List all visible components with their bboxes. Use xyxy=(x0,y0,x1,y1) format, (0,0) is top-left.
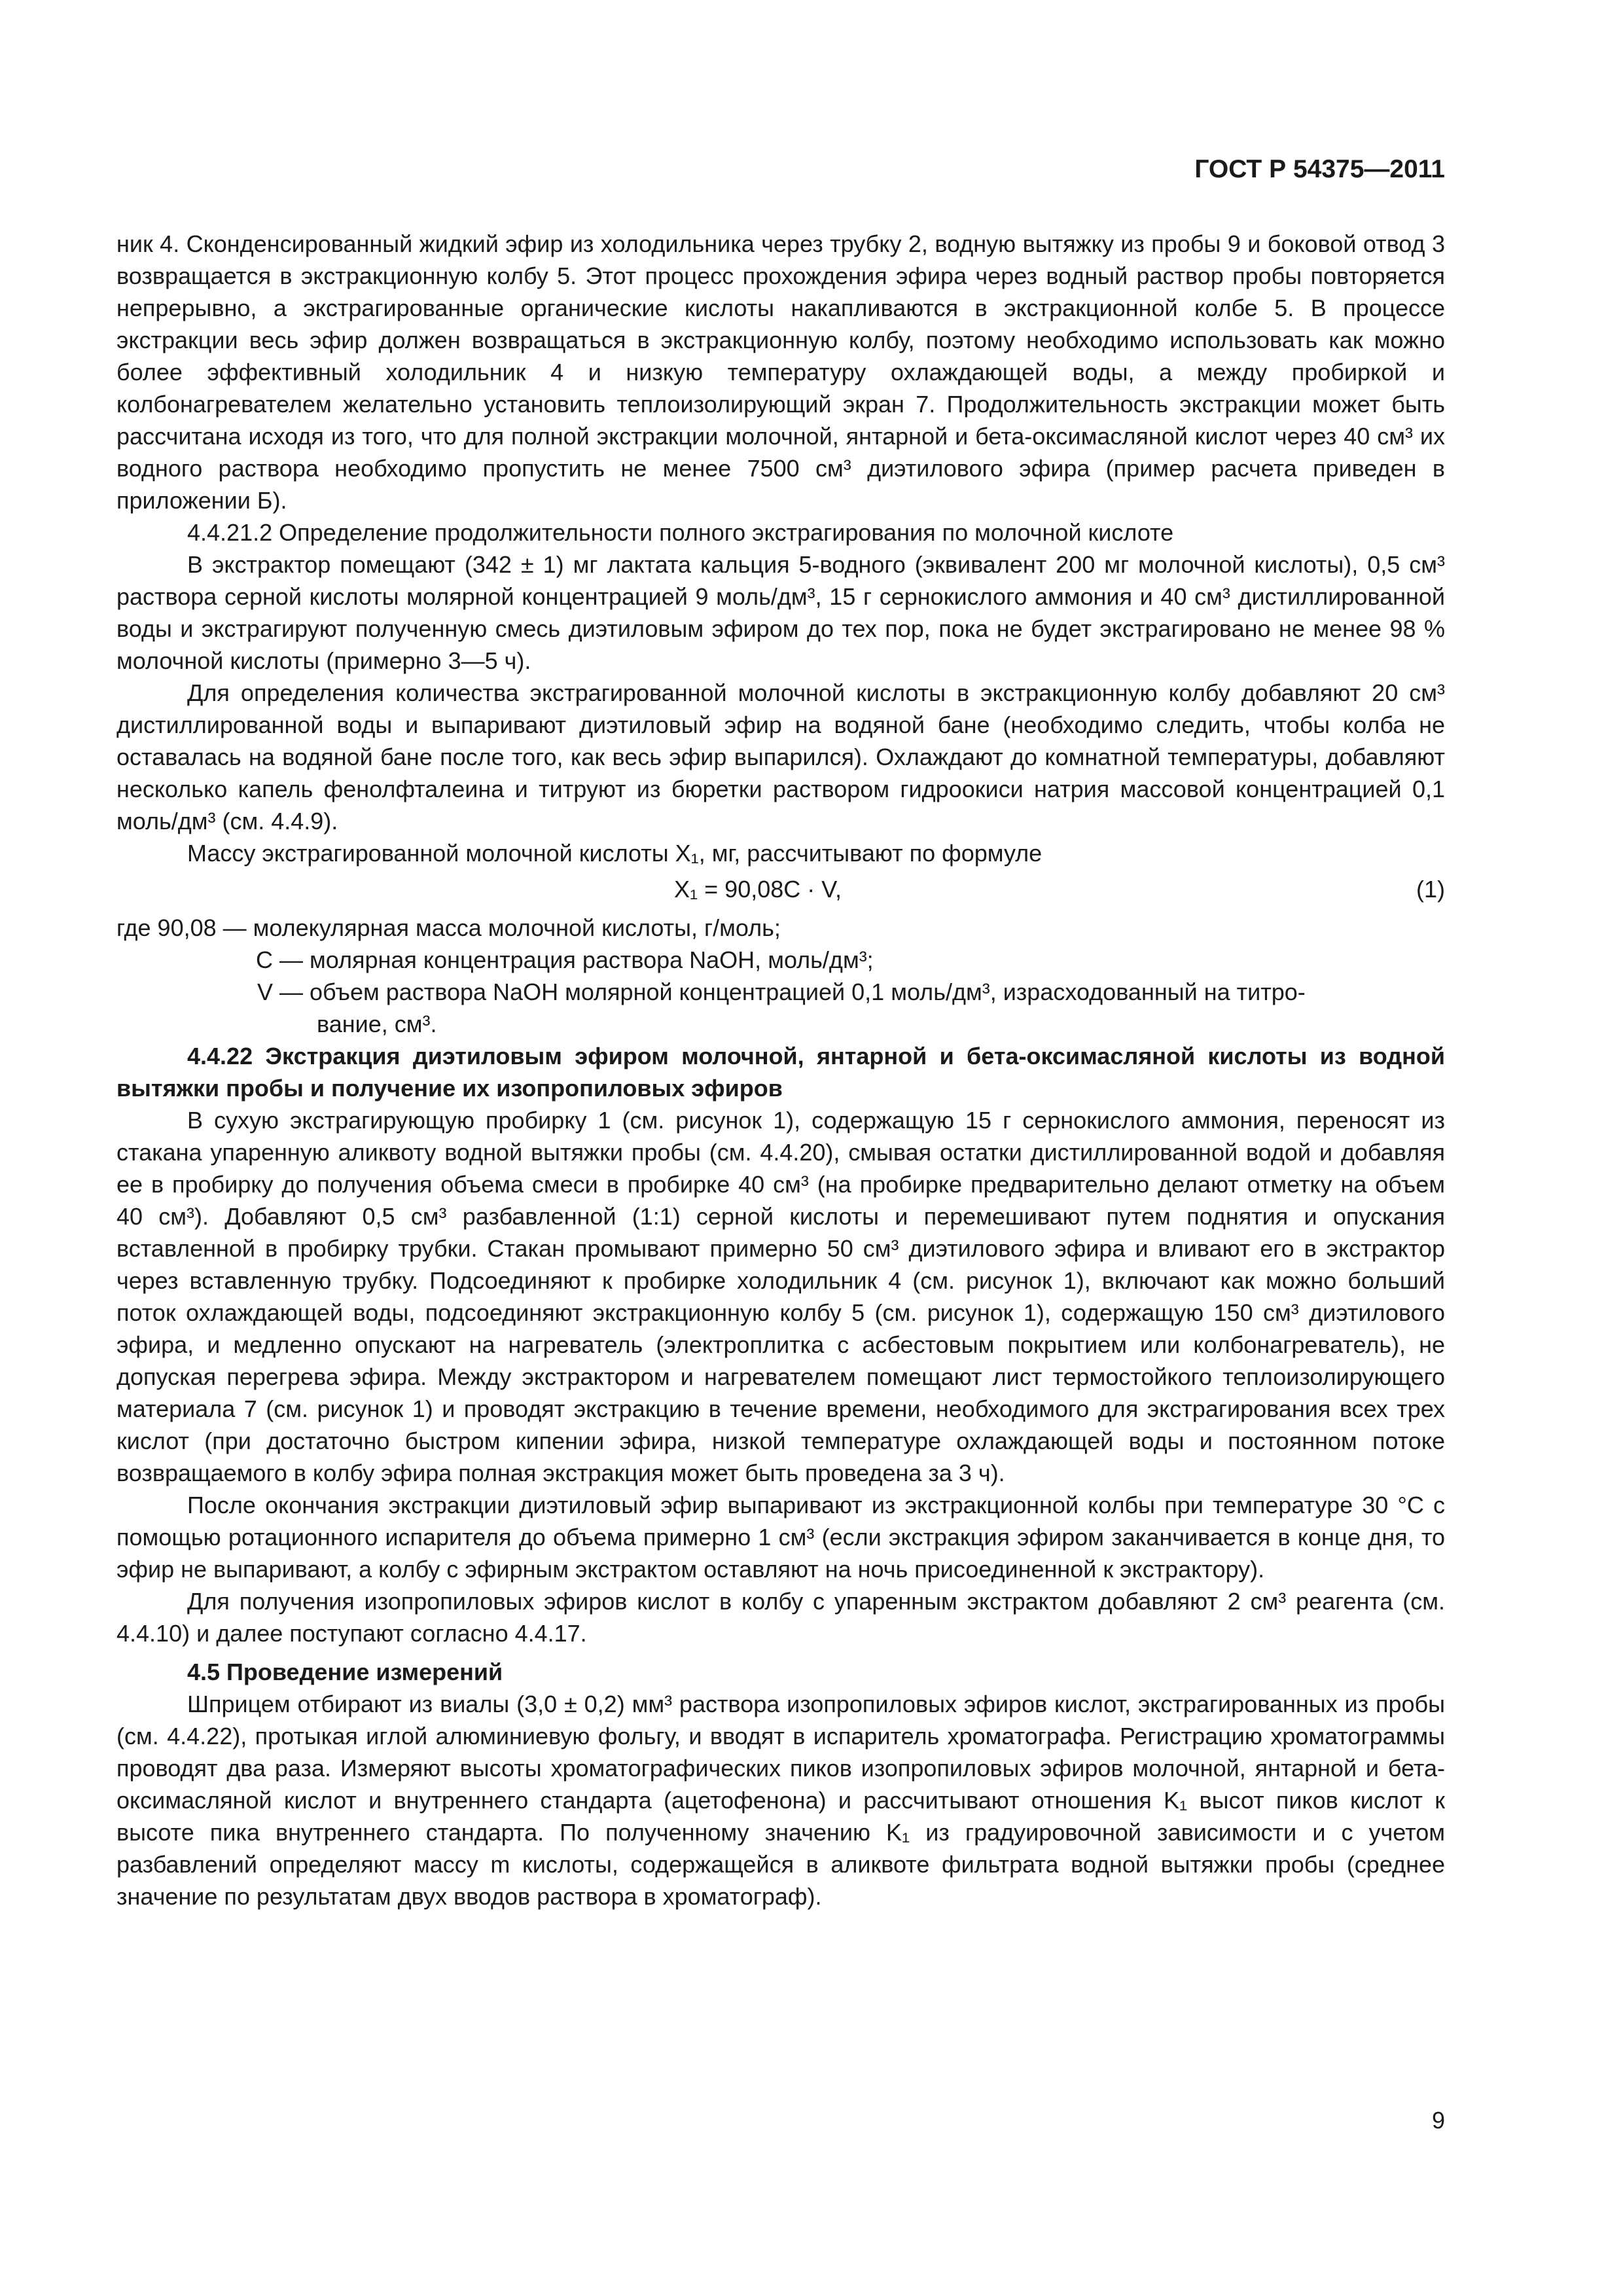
paragraph-subsection-4-4-21-2: 4.4.21.2 Определение продолжительности полного экстрагирования по молочной кислоте xyxy=(187,519,1174,546)
section-heading-4-4-22: 4.4.22 Экстракция диэтиловым эфиром молочной, янтарной и бета-оксимасляной кислоты из водной вытяжки пробы и получение их изопропиловых эфиров xyxy=(116,1043,1445,1102)
paragraph-continuation: ник 4. Сконденсированный жидкий эфир из холодильника через трубку 2, водную вытяжку из пробы 9 и боковой отвод 3 возвращается в экстракционную колбу 5. Этот процесс прохождения эфира через водный раствор пробы повторяется непрерывно, а экстрагированные органические кислоты накапливаются в экстракционной колбе 5. В процессе экстракции весь эфир должен возвращаться в экстракционную колбу, поэтому необходимо использовать как можно более эффективный холодильник 4 и низкую температуру охлаждающей воды, а между пробиркой и колбонагревателем желательно установить теплоизолирующий экран 7. Продолжительность экстракции может быть рассчитана исходя из того, что для полной экстракции молочной, янтарной и бета-оксимасляной кислот через 40 см³ их водного раствора необходимо пропустить не менее 7500 см³ диэтилового эфира (пример расчета приведен в приложении Б). xyxy=(116,230,1445,514)
paragraph: Для получения изопропиловых эфиров кислот в колбу с упаренным экстрактом добавляют 2 см³ реагента (см. 4.4.10) и далее поступают согласно 4.4.17. xyxy=(116,1588,1445,1647)
formula-number: (1) xyxy=(1416,876,1445,903)
formula: X₁ = 90,08C · V, xyxy=(674,876,842,903)
legend-text: объем раствора NaOH молярной концентрацией 0,1 моль/дм³, израсходованный на титро- xyxy=(310,978,1306,1005)
legend-row xyxy=(116,912,1445,944)
section-heading-4-5: 4.5 Проведение измерений xyxy=(187,1659,503,1685)
legend-row xyxy=(116,944,1445,976)
legend-text: молярная концентрация раствора NaOH, моль/дм³; xyxy=(310,946,874,973)
paragraph: В экстрактор помещают (342 ± 1) мг лактата кальция 5-водного (эквивалент 200 мг молочной кислоты), 0,5 см³ раствора серной кислоты молярной концентрацией 9 моль/дм³, 15 г сернокислого аммония и 40 см³ дистиллированной воды и экстрагируют полученную смесь диэтиловым эфиром до тех пор, пока не будет экстрагировано не менее 98 % молочной кислоты (примерно 3—5 ч). xyxy=(116,551,1445,674)
legend-text: молекулярная масса молочной кислоты, г/моль; xyxy=(253,914,781,941)
document-header: ГОСТ Р 54375—2011 xyxy=(1194,155,1445,183)
legend-symbol: V — xyxy=(257,978,303,1005)
formula-block xyxy=(116,873,1445,905)
paragraph: Для определения количества экстрагированной молочной кислоты в экстракционную колбу добавляют 20 см³ дистиллированной воды и выпаривают диэтиловый эфир на водяной бане (необходимо следить, чтобы колба не оставалась на водяной бане после того, как весь эфир выпарился). Охлаждают до комнатной температуры, добавляют несколько капель фенолфталеина и титруют из бюретки раствором гидроокиси натрия массовой концентрацией 0,1 моль/дм³ (см. 4.4.9). xyxy=(116,679,1445,834)
legend-continuation: вание, см³. xyxy=(317,1011,437,1037)
page-number: 9 xyxy=(1431,2107,1445,2134)
document-body xyxy=(116,228,1445,1912)
paragraph: После окончания экстракции диэтиловый эфир выпаривают из экстракционной колбы при температуре 30 °С с помощью ротационного испарителя до объема примерно 1 см³ (если экстракция эфиром заканчивается в конце дня, то эфир не выпаривают, а колбу с эфирным экстрактом оставляют на ночь присоединенной к экстрактору). xyxy=(116,1492,1445,1583)
legend-symbol: где 90,08 — xyxy=(116,914,247,941)
paragraph: Массу экстрагированной молочной кислоты X₁, мг, рассчитывают по формуле xyxy=(187,840,1043,867)
paragraph: Шприцем отбирают из виалы (3,0 ± 0,2) мм³ раствора изопропиловых эфиров кислот, экстрагированных из пробы (см. 4.4.22), протыкая иглой алюминиевую фольгу, и вводят в испаритель хроматографа. Регистрацию хроматограммы проводят два раза. Измеряют высоты хроматографических пиков изопропиловых эфиров молочной, янтарной и бета-оксимасляной кислот и внутреннего стандарта (ацетофенона) и рассчитывают отношения K₁ высот пиков кислот к высоте пика внутреннего стандарта. По полученному значению K₁ из градуировочной зависимости и с учетом разбавлений определяют массу m кислоты, содержащейся в аликвоте фильтрата водной вытяжки пробы (среднее значение по результатам двух вводов раствора в хроматограф). xyxy=(116,1691,1445,1910)
formula-legend xyxy=(116,912,1445,1040)
legend-symbol: C — xyxy=(256,946,303,973)
legend-row xyxy=(116,976,1445,1008)
paragraph: В сухую экстрагирующую пробирку 1 (см. рисунок 1), содержащую 15 г сернокислого аммония, переносят из стакана упаренную аликвоту водной вытяжки пробы (см. 4.4.20), смывая остатки дистиллированной водой и добавляя ее в пробирку до получения объема смеси в пробирке 40 см³ (на пробирке предварительно делают отметку на объем 40 см³). Добавляют 0,5 см³ разбавленной (1:1) серной кислоты и перемешивают путем поднятия и опускания вставленной в пробирку трубки. Стакан промывают примерно 50 см³ диэтилового эфира и вливают его в экстрактор через вставленную трубку. Подсоединяют к пробирке холодильник 4 (см. рисунок 1), включают как можно больший поток охлаждающей воды, подсоединяют экстракционную колбу 5 (см. рисунок 1), содержащую 150 см³ диэтилового эфира, и медленно опускают на нагреватель (электроплитка с асбестовым покрытием или колбонагреватель), не допуская перегрева эфира. Между экстрактором и нагревателем помещают лист термостойкого теплоизолирующего материала 7 (см. рисунок 1) и проводят экстракцию в течение времени, необходимого для экстрагирования всех трех кислот (при достаточно быстром кипении эфира, низкой температуре охлаждающей воды и постоянном потоке возвращаемого в колбу эфира полная экстракция может быть проведена за 3 ч). xyxy=(116,1107,1445,1486)
